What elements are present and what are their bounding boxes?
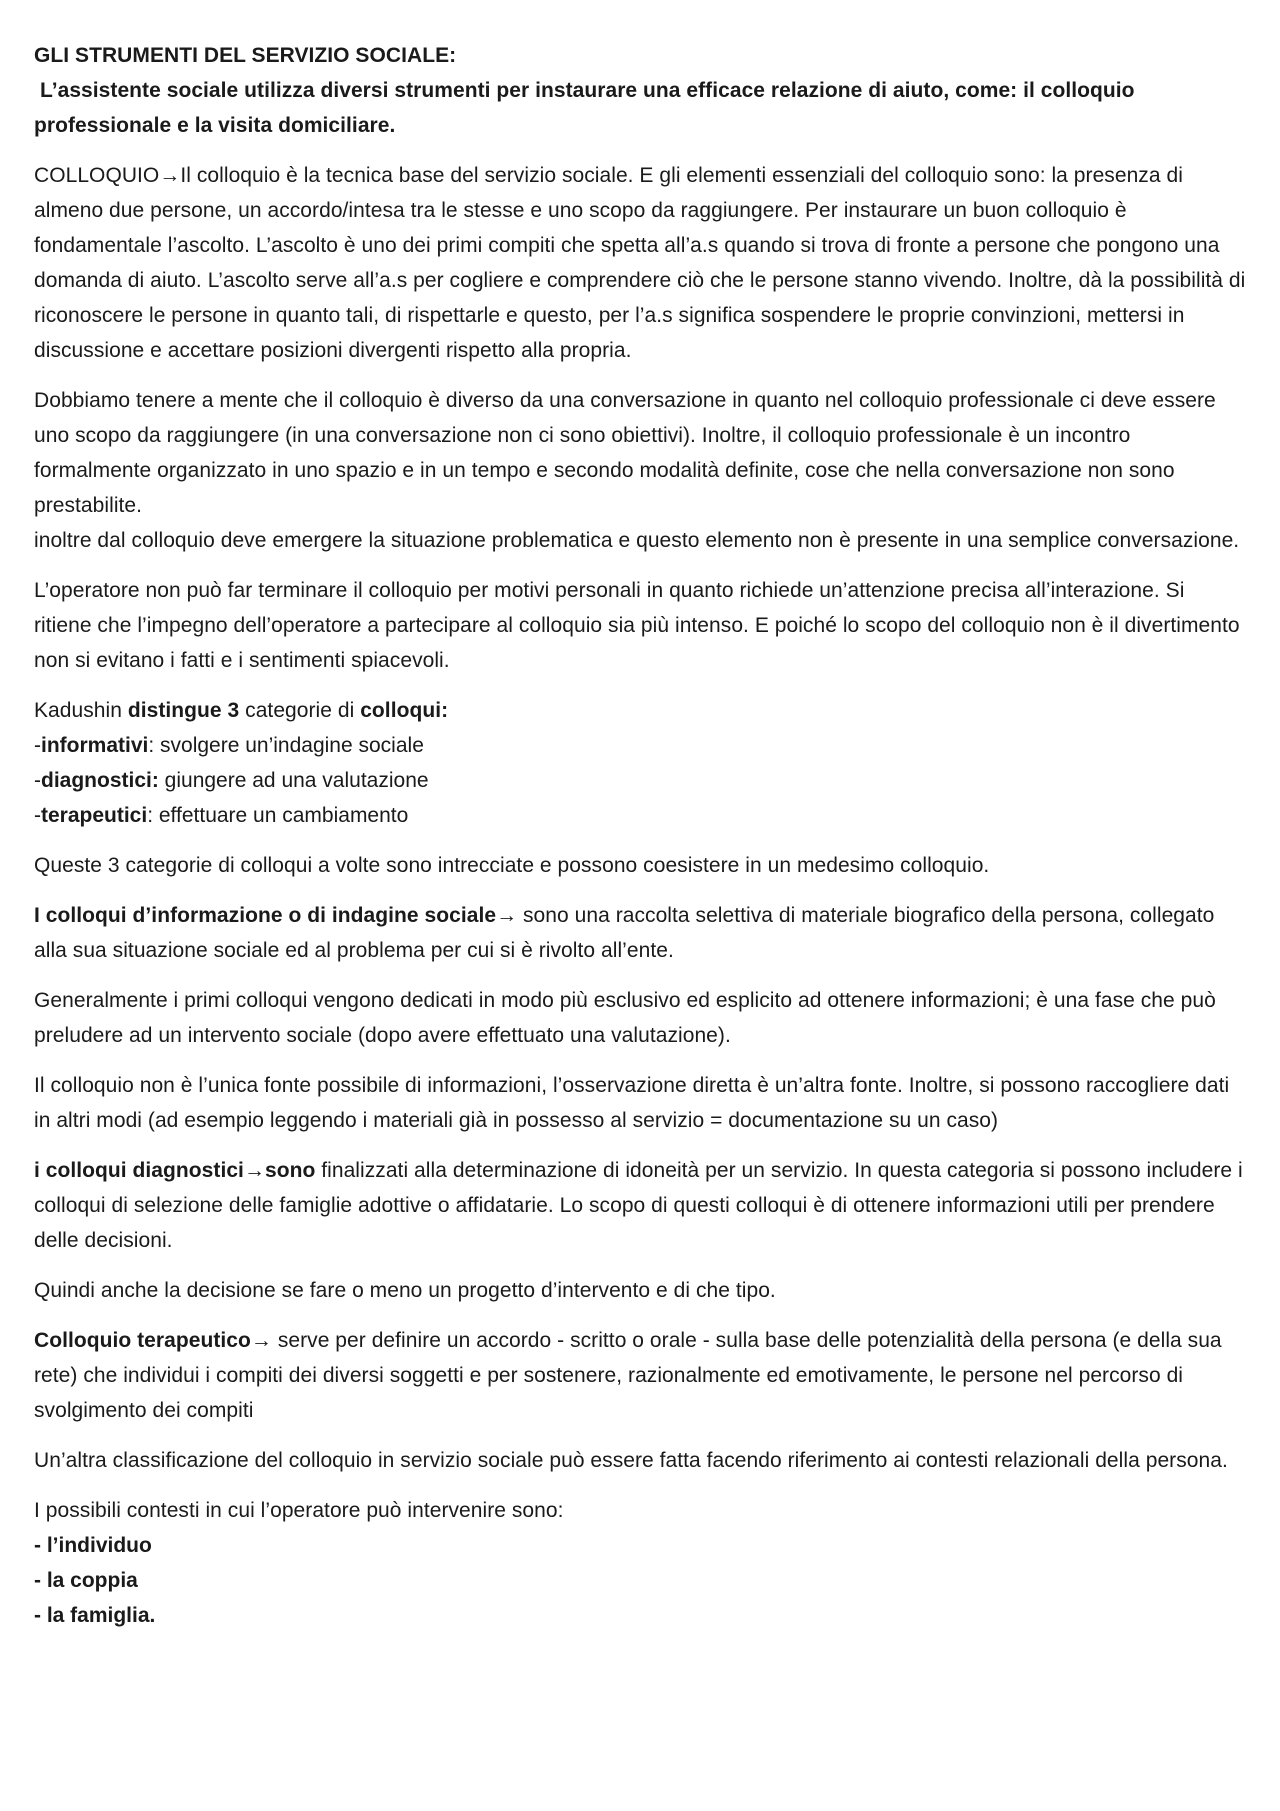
list-item [34, 763, 1246, 798]
paragraph-primi-colloqui: Generalmente i primi colloqui vengono dedicati in modo più esclusivo ed esplicito ad ottenere informazioni; è una fase che può preludere ad un intervento sociale (dopo avere effettuato una valutazione). [34, 989, 1216, 1047]
paragraph-operatore: L’operatore non può far terminare il colloquio per motivi personali in quanto richiede un’attenzione precisa all’interazione. Si ritiene che l’impegno dell’operatore a partecipare al colloquio sia più intenso. E poiché lo scopo del colloquio non è il divertimento non si evitano i fatti e i sentimenti spiacevoli. [34, 579, 1240, 672]
list-item [34, 728, 1246, 763]
list-desc: : svolgere un’indagine sociale [148, 734, 424, 757]
kadushin-list [34, 728, 1246, 833]
kadushin-text-4: colloqui: [360, 699, 449, 722]
paragraph-fonti: Il colloquio non è l’unica fonte possibile di informazioni, l’osservazione diretta è un’altra fonte. Inoltre, si possono raccogliere dati in altri modi (ad esempio leggendo i materiali già in possesso al servizio = documentazione su un caso) [34, 1074, 1230, 1132]
paragraph-terapeutico [34, 1323, 1246, 1428]
paragraph-colloquio [34, 158, 1246, 368]
list-desc: : effettuare un cambiamento [147, 804, 409, 827]
paragraph-decisione: Quindi anche la decisione se fare o meno un progetto d’intervento e di che tipo. [34, 1279, 776, 1302]
document-title: GLI STRUMENTI DEL SERVIZIO SOCIALE: [34, 44, 457, 67]
paragraph-classificazione: Un’altra classificazione del colloquio in servizio sociale può essere fatta facendo riferimento ai contesti relazionali della persona. [34, 1449, 1228, 1472]
diagnostici-lead: i colloqui diagnostici→sono [34, 1159, 316, 1182]
list-term: informativi [41, 734, 149, 757]
paragraph-conversazione-2: inoltre dal colloquio deve emergere la situazione problematica e questo elemento non è presente in una semplice conversazione. [34, 529, 1240, 552]
kadushin-text-2: distingue 3 [127, 699, 240, 722]
intro-line-1: L’assistente sociale utilizza diversi strumenti per instaurare una efficace relazione di aiuto, come: il colloquio [40, 79, 1135, 102]
list-item [34, 798, 1246, 833]
colloquio-text: Il colloquio è la tecnica base del servizio sociale. E gli elementi essenziali del colloquio sono: la presenza di almeno due persone, un accordo/intesa tra le stesse e uno scopo da raggiungere. Per instaurare un buon colloquio è fondamentale l’ascolto. L’ascolto è uno dei primi compiti che spetta all’a.s quando si trova di fronte a persone che pongono una domanda di aiuto. L’ascolto serve all’a.s per cogliere e comprendere ciò che le persone stanno vivendo. Inoltre, dà la possibilità di riconoscere le persone in quanto tali, di rispettarle e questo, per l’a.s significa sospendere le proprie convinzioni, mettersi in discussione e accettare posizioni divergenti rispetto alla propria. [34, 164, 1246, 362]
informazione-lead: I colloqui d’informazione o di indagine sociale→ [34, 904, 518, 927]
list-item: - l’individuo [34, 1534, 152, 1557]
intro-line-2: professionale e la visita domiciliare. [34, 114, 396, 137]
paragraph-contesti: I possibili contesti in cui l’operatore può intervenire sono: [34, 1499, 564, 1522]
list-term: terapeutici [41, 804, 148, 827]
list-term: diagnostici: [41, 769, 159, 792]
paragraph-diagnostici [34, 1153, 1246, 1258]
diagnostici-text: finalizzati alla determinazione di idoneità per un servizio. In questa categoria si possono includere i colloqui di selezione delle famiglie adottive o affidatarie. Lo scopo di questi colloqui è di ottenere informazioni utili per prendere delle decisioni. [34, 1159, 1243, 1252]
kadushin-heading [34, 693, 1246, 728]
list-desc: giungere ad una valutazione [158, 769, 429, 792]
paragraph-informazione [34, 898, 1246, 968]
kadushin-text-1: Kadushin [34, 699, 128, 722]
list-dash: - [34, 804, 41, 827]
colloquio-lead: COLLOQUIO→ [34, 164, 181, 187]
paragraph-categorie: Queste 3 categorie di colloqui a volte sono intrecciate e possono coesistere in un medesimo colloquio. [34, 854, 990, 877]
terapeutico-text: serve per definire un accordo - scritto o orale - sulla base delle potenzialità della persona (e della sua rete) che individui i compiti dei diversi soggetti e per sostenere, razionalmente ed emotivamente, le persone nel percorso di svolgimento dei compiti [34, 1329, 1222, 1422]
terapeutico-lead: Colloquio terapeutico→ [34, 1329, 272, 1352]
list-item: - la coppia [34, 1569, 138, 1592]
contexts-list [34, 1528, 1246, 1633]
list-dash: - [34, 734, 41, 757]
list-item: - la famiglia. [34, 1604, 156, 1627]
list-dash: - [34, 769, 41, 792]
kadushin-text-3: categorie di [239, 699, 361, 722]
paragraph-conversazione: Dobbiamo tenere a mente che il colloquio è diverso da una conversazione in quanto nel colloquio professionale ci deve essere uno scopo da raggiungere (in una conversazione non ci sono obiettivi). Inoltre, il colloquio professionale è un incontro formalmente organizzato in uno spazio e in un tempo e secondo modalità definite, cose che nella conversazione non sono prestabilite. [34, 389, 1216, 517]
informazione-text: sono una raccolta selettiva di materiale biografico della persona, collegato alla sua situazione sociale ed al problema per cui si è rivolto all’ente. [34, 904, 1215, 962]
